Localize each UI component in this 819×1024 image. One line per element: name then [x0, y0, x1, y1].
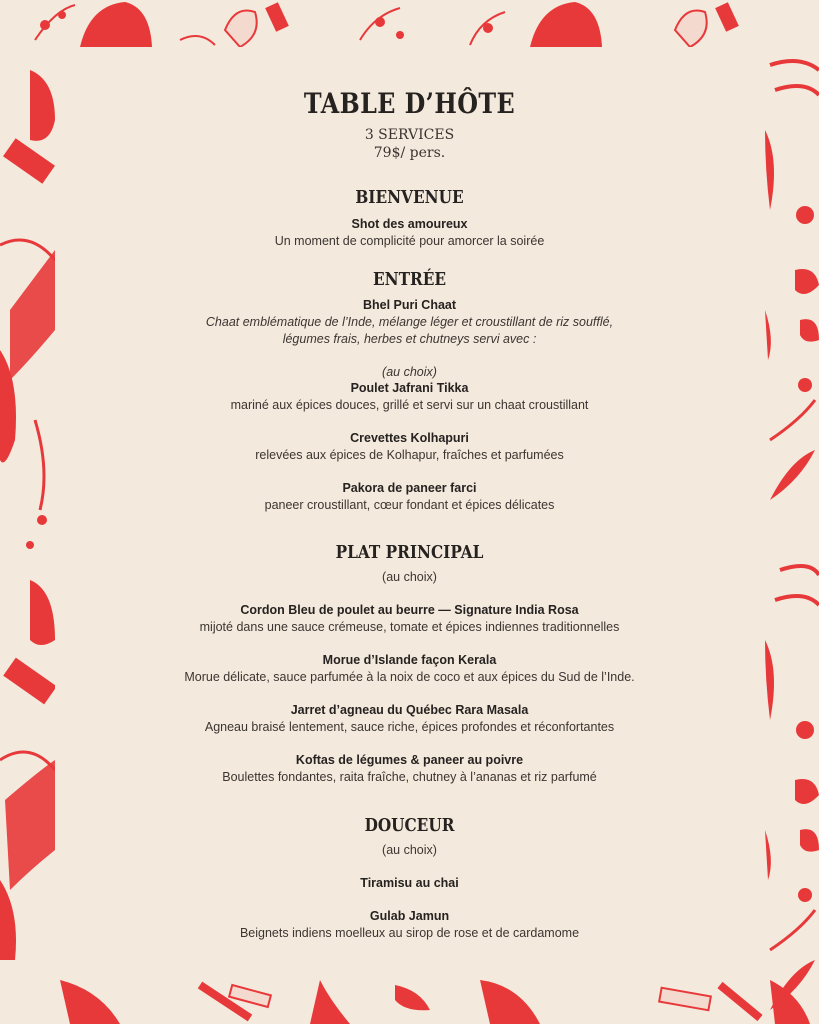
dish-description: Beignets indiens moelleux au sirop de rose et de cardamome: [239, 926, 580, 940]
section-heading-douceur: DOUCEUR: [364, 815, 455, 836]
price: 79$/ pers.: [373, 145, 446, 161]
dish-description: mijoté dans une sauce crémeuse, tomate et épices indiennes traditionnelles: [199, 620, 620, 634]
menu-panel: [55, 47, 764, 977]
dish-description: mariné aux épices douces, grillé et servi sur un chaat croustillant: [230, 398, 589, 412]
choice-note: (au choix): [382, 843, 437, 857]
section-heading-entree: ENTRÉE: [372, 269, 447, 290]
dish-name: Koftas de légumes & paneer au poivre: [295, 753, 524, 767]
dish-name: Cordon Bleu de poulet au beurre — Signature India Rosa: [240, 603, 579, 617]
dish-name: Tiramisu au chai: [360, 876, 459, 890]
dish-name: Pakora de paneer farci: [342, 481, 477, 495]
section-heading-plat-principal: PLAT PRINCIPAL: [335, 542, 484, 563]
choice-note: (au choix): [382, 365, 437, 379]
dish-description: Agneau braisé lentement, sauce riche, épices profondes et réconfortantes: [204, 720, 615, 734]
dish-name: Shot des amoureux: [351, 217, 468, 231]
dish-name: Morue d’Islande façon Kerala: [322, 653, 497, 667]
dish-description: Chaat emblématique de l’Inde, mélange léger et croustillant de riz soufflé,: [205, 315, 614, 329]
dish-description: Un moment de complicité pour amorcer la soirée: [274, 234, 545, 248]
dish-name: Gulab Jamun: [369, 909, 450, 923]
dish-description: légumes frais, herbes et chutneys servi avec :: [282, 332, 537, 346]
dish-description: Boulettes fondantes, raita fraîche, chutney à l’ananas et riz parfumé: [222, 770, 597, 784]
dish-description: Morue délicate, sauce parfumée à la noix de coco et aux épices du Sud de l’Inde.: [184, 670, 635, 684]
dish-description: relevées aux épices de Kolhapur, fraîches et parfumées: [255, 448, 564, 462]
section-heading-bienvenue: BIENVENUE: [355, 187, 464, 208]
dish-description: paneer croustillant, cœur fondant et épices délicates: [264, 498, 555, 512]
dish-name: Jarret d’agneau du Québec Rara Masala: [290, 703, 529, 717]
choice-note: (au choix): [382, 570, 437, 584]
menu-title: TABLE D’HÔTE: [303, 87, 516, 120]
dish-name: Poulet Jafrani Tikka: [350, 381, 469, 395]
services-count: 3 SERVICES: [364, 127, 455, 143]
dish-name: Bhel Puri Chaat: [362, 298, 457, 312]
dish-name: Crevettes Kolhapuri: [350, 431, 469, 445]
